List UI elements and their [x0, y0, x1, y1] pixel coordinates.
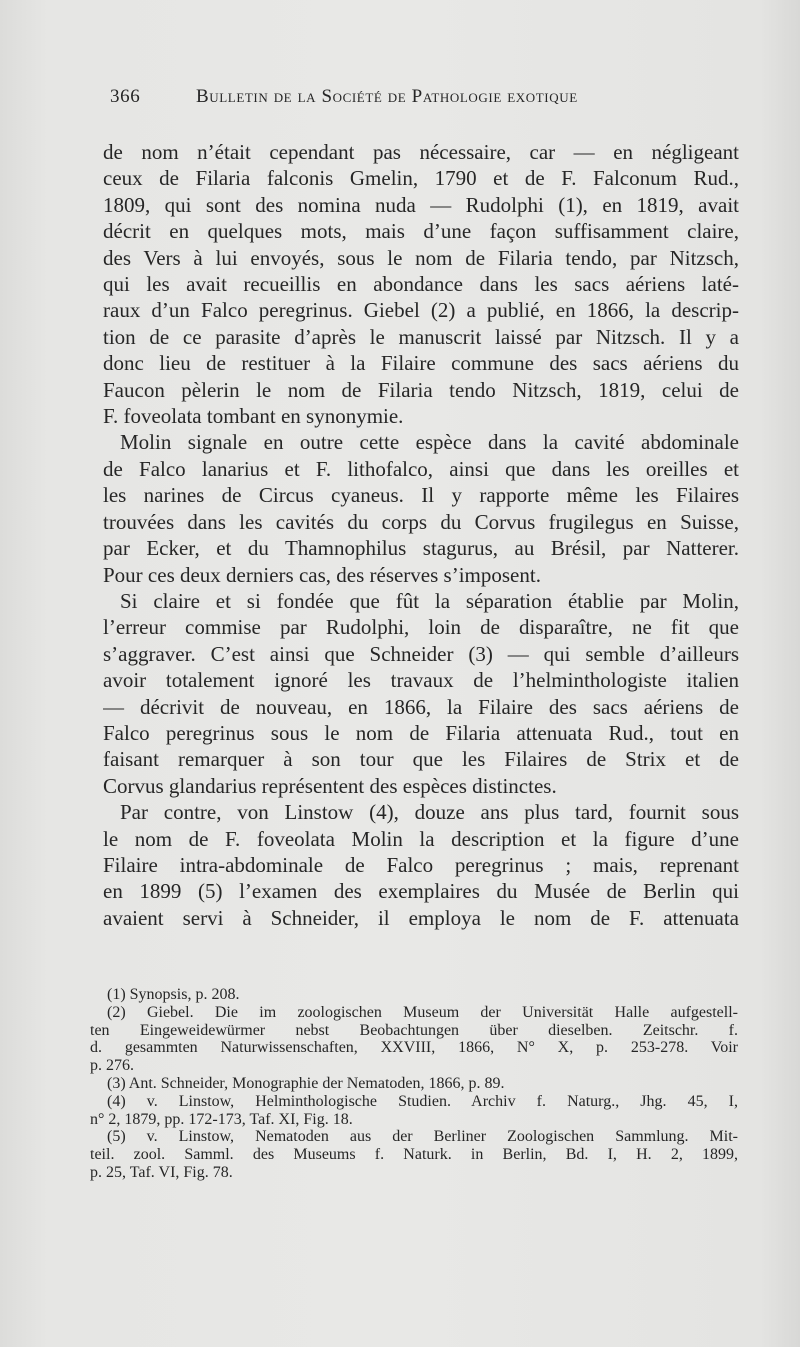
text-line: Par contre, von Linstow (4), douze ans plus tard, fournit sous: [120, 800, 739, 825]
text-line: le nom de F. foveolata Molin la description et la figure d’une: [103, 826, 739, 851]
footnote-line: (4) v. Linstow, Helminthologische Studien. Archiv f. Naturg., Jhg. 45, I,: [107, 1092, 738, 1110]
text-line: Pour ces deux derniers cas, des réserves s’imposent.: [103, 562, 541, 587]
text-line: trouvées dans les cavités du corps du Corvus frugilegus en Suisse,: [103, 509, 739, 534]
journal-title: Bulletin de la Société de Pathologie exotique: [196, 86, 578, 107]
footnote-line: (5) v. Linstow, Nematoden aus der Berliner Zoologischen Sammlung. Mit-: [107, 1128, 738, 1146]
text-line: 1809, qui sont des nomina nuda — Rudolphi (1), en 1819, avait: [103, 192, 739, 217]
footnote-line: p. 276.: [90, 1057, 134, 1075]
text-line: s’aggraver. C’est ainsi que Schneider (3) — qui semble d’ailleurs: [103, 641, 739, 666]
text-line: Si claire et si fondée que fût la séparation établie par Molin,: [120, 588, 739, 613]
text-line: Falco peregrinus sous le nom de Filaria attenuata Rud., tout en: [103, 720, 739, 745]
footnote-line: d. gesammten Naturwissenschaften, XXVIII, 1866, N° X, p. 253-278. Voir: [90, 1039, 738, 1057]
text-line: Filaire intra-abdominale de Falco peregrinus ; mais, reprenant: [103, 852, 739, 877]
main-text: [103, 139, 739, 931]
text-line: tion de ce parasite d’après le manuscrit laissé par Nitzsch. Il y a: [103, 324, 739, 349]
text-line: l’erreur commise par Rudolphi, loin de disparaître, ne fit que: [103, 615, 739, 640]
page-number: 366: [110, 86, 141, 107]
text-line: F. foveolata tombant en synonymie.: [103, 404, 404, 429]
text-line: Corvus glandarius représentent des espèces distinctes.: [103, 773, 557, 798]
footnote-line: (3) Ant. Schneider, Monographie der Nematoden, 1866, p. 89.: [107, 1074, 505, 1092]
text-line: les narines de Circus cyaneus. Il y rapporte même les Filaires: [103, 483, 739, 508]
text-line: Molin signale en outre cette espèce dans la cavité abdominale: [120, 430, 739, 455]
text-line: Faucon pèlerin le nom de Filaria tendo Nitzsch, 1819, celui de: [103, 377, 739, 402]
text-line: qui les avait recueillis en abondance dans les sacs aériens laté-: [103, 272, 739, 297]
footnote-line: ten Eingeweidewürmer nebst Beobachtungen über dieselben. Zeitschr. f.: [90, 1021, 738, 1039]
text-line: décrit en quelques mots, mais d’une façon suffisamment claire,: [103, 219, 739, 244]
text-line: de Falco lanarius et F. lithofalco, ainsi que dans les oreilles et: [103, 456, 739, 481]
text-line: des Vers à lui envoyés, sous le nom de Filaria tendo, par Nitzsch,: [103, 245, 739, 270]
text-line: avaient servi à Schneider, il employa le nom de F. attenuata: [103, 905, 739, 930]
footnote-line: p. 25, Taf. VI, Fig. 78.: [90, 1163, 233, 1181]
text-line: faisant remarquer à son tour que les Filaires de Strix et de: [103, 747, 739, 772]
footnotes: [90, 986, 738, 1182]
footnote-line: n° 2, 1879, pp. 172-173, Taf. XI, Fig. 18.: [90, 1110, 353, 1128]
text-line: avoir totalement ignoré les travaux de l’helminthologiste italien: [103, 668, 739, 693]
text-line: — décrivit de nouveau, en 1866, la Filaire des sacs aériens de: [103, 694, 739, 719]
text-line: ceux de Filaria falconis Gmelin, 1790 et de F. Falconum Rud.,: [103, 166, 739, 191]
text-line: donc lieu de restituer à la Filaire commune des sacs aériens du: [103, 351, 739, 376]
text-line: raux d’un Falco peregrinus. Giebel (2) a publié, en 1866, la descrip-: [103, 298, 739, 323]
footnote-line: teil. zool. Samml. des Museums f. Naturk. in Berlin, Bd. I, H. 2, 1899,: [90, 1146, 738, 1164]
text-line: en 1899 (5) l’examen des exemplaires du Musée de Berlin qui: [103, 879, 739, 904]
footnote-line: (2) Giebel. Die im zoologischen Museum der Universität Halle aufgestell-: [107, 1003, 738, 1021]
text-line: par Ecker, et du Thamnophilus stagurus, au Brésil, par Natterer.: [103, 536, 739, 561]
text-line: de nom n’était cependant pas nécessaire, car — en négligeant: [103, 140, 739, 164]
footnote-line: (1) Synopsis, p. 208.: [107, 986, 240, 1003]
